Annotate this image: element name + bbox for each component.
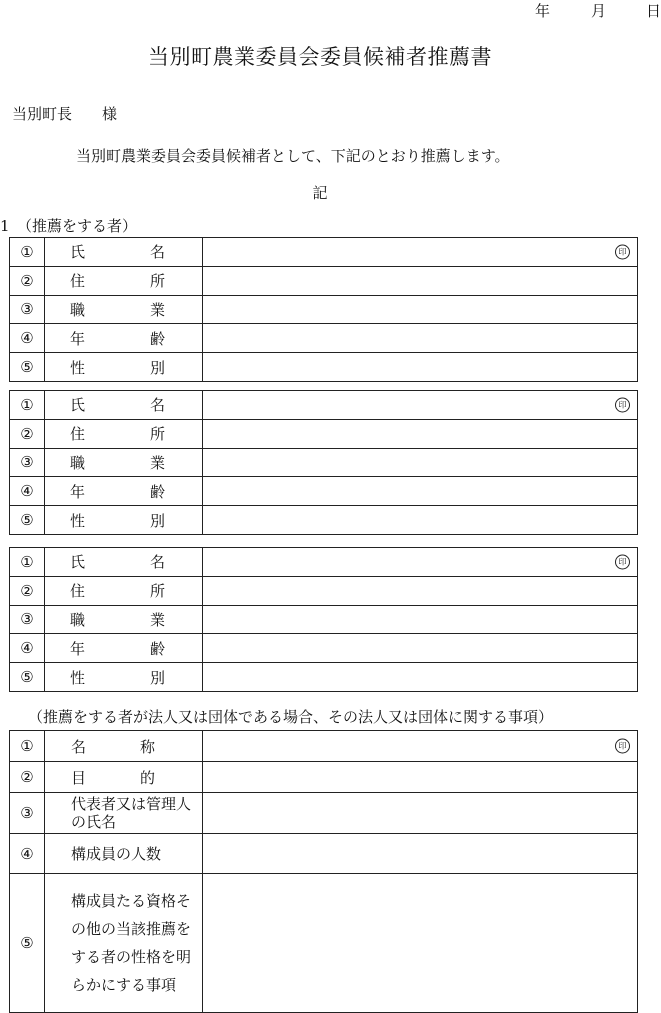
field-label: 職 業 (45, 448, 203, 477)
table-row (10, 295, 638, 324)
field-label: 年 齢 (45, 324, 203, 353)
address-field[interactable] (203, 576, 638, 605)
name-field[interactable] (203, 548, 638, 577)
age-field[interactable] (203, 324, 638, 353)
field-label: 氏 名 (45, 238, 203, 267)
table-row (10, 266, 638, 295)
field-label: 性 別 (45, 663, 203, 692)
representative-name-field[interactable] (203, 793, 638, 834)
row-number: ③ (10, 295, 45, 324)
address-field[interactable] (203, 419, 638, 448)
seal-mark-icon: 印 (615, 739, 630, 754)
seal-mark-icon: 印 (615, 397, 630, 412)
row-number: ④ (10, 834, 45, 874)
name-field[interactable] (203, 238, 638, 267)
row-number: ⑤ (10, 663, 45, 692)
field-label: 構成員たる資格その他の当該推薦をする者の性格を明らかにする事項 (45, 874, 203, 1013)
table-row (10, 506, 638, 535)
recommender-table-1 (9, 237, 638, 382)
table-row (10, 477, 638, 506)
gender-field[interactable] (203, 353, 638, 382)
row-number: ① (10, 731, 45, 762)
ki-heading: 記 (312, 184, 328, 202)
organization-table (9, 730, 638, 1013)
section1-heading: 1 （推薦をする者） (0, 217, 138, 235)
row-number: ① (10, 548, 45, 577)
occupation-field[interactable] (203, 605, 638, 634)
table-row (10, 324, 638, 353)
recommender-table-2 (9, 390, 638, 535)
field-label: 氏 名 (45, 391, 203, 420)
field-label: 職 業 (45, 295, 203, 324)
row-number: ① (10, 391, 45, 420)
field-label: 氏 名 (45, 548, 203, 577)
field-label: 年 齢 (45, 477, 203, 506)
addressee-name: 当別町長 (12, 105, 73, 123)
row-number: ③ (10, 793, 45, 834)
gender-field[interactable] (203, 663, 638, 692)
table-row (10, 874, 638, 1013)
row-number: ① (10, 238, 45, 267)
row-number: ② (10, 266, 45, 295)
gender-field[interactable] (203, 506, 638, 535)
row-number: ② (10, 419, 45, 448)
field-label: 目 的 (45, 762, 203, 793)
table-row (10, 391, 638, 420)
table-row (10, 548, 638, 577)
row-number: ③ (10, 448, 45, 477)
page-title: 当別町農業委員会委員候補者推薦書 (148, 45, 492, 69)
date-day-label: 日 (646, 2, 661, 20)
table-row (10, 448, 638, 477)
org-name-field[interactable] (203, 731, 638, 762)
date-year-label: 年 (535, 2, 551, 20)
field-label: 住 所 (45, 576, 203, 605)
address-field[interactable] (203, 266, 638, 295)
row-number: ④ (10, 634, 45, 663)
table-row (10, 419, 638, 448)
seal-mark-icon: 印 (615, 244, 630, 259)
row-number: ④ (10, 477, 45, 506)
table-row (10, 762, 638, 793)
recommender-table-3 (9, 547, 638, 692)
field-label: 性 別 (45, 506, 203, 535)
occupation-field[interactable] (203, 448, 638, 477)
row-number: ② (10, 762, 45, 793)
seal-mark-icon: 印 (615, 554, 630, 569)
field-label: 性 別 (45, 353, 203, 382)
row-number: ④ (10, 324, 45, 353)
age-field[interactable] (203, 477, 638, 506)
addressee-honorific: 様 (102, 105, 118, 123)
member-qualification-field[interactable] (203, 874, 638, 1013)
row-number: ⑤ (10, 506, 45, 535)
field-label: 住 所 (45, 419, 203, 448)
section2-heading: （推薦をする者が法人又は団体である場合、その法人又は団体に関する事項） (28, 708, 554, 726)
field-label: 職 業 (45, 605, 203, 634)
field-label: 住 所 (45, 266, 203, 295)
table-row (10, 576, 638, 605)
name-field[interactable] (203, 391, 638, 420)
row-number: ⑤ (10, 353, 45, 382)
member-count-field[interactable] (203, 834, 638, 874)
age-field[interactable] (203, 634, 638, 663)
table-row (10, 731, 638, 762)
field-label: 名 称 (45, 731, 203, 762)
table-row (10, 353, 638, 382)
date-month-label: 月 (591, 2, 607, 20)
occupation-field[interactable] (203, 295, 638, 324)
table-row (10, 238, 638, 267)
field-label: 年 齢 (45, 634, 203, 663)
body-text: 当別町農業委員会委員候補者として、下記のとおり推薦します。 (76, 147, 510, 165)
row-number: ③ (10, 605, 45, 634)
field-label: 代表者又は管理人の氏名 (45, 793, 203, 834)
org-purpose-field[interactable] (203, 762, 638, 793)
table-row (10, 663, 638, 692)
table-row (10, 834, 638, 874)
field-label: 構成員の人数 (45, 834, 203, 874)
row-number: ② (10, 576, 45, 605)
table-row (10, 605, 638, 634)
addressee (12, 103, 117, 124)
table-row (10, 634, 638, 663)
table-row (10, 793, 638, 834)
row-number: ⑤ (10, 874, 45, 1013)
